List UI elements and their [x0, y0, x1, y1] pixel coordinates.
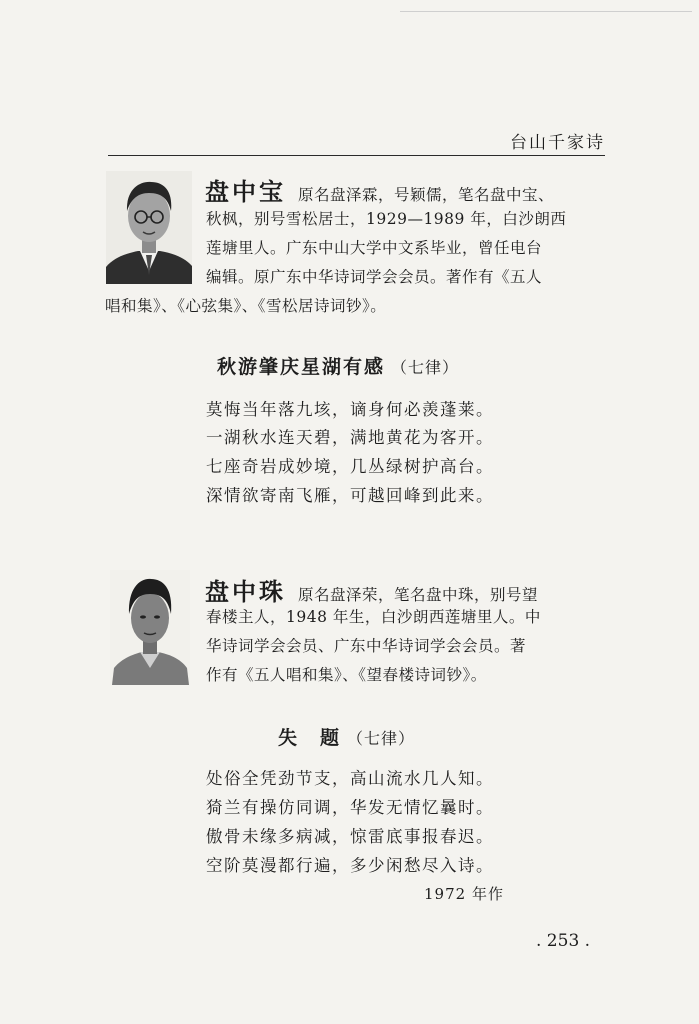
poem-2-line-2: 猗兰有操仿同调，华发无情忆曩时。 — [206, 798, 494, 817]
poem-1-line-1: 莫悔当年落九垓，谪身何必羡蓬莱。 — [206, 400, 494, 419]
poem-1-line-2: 一湖秋水连天碧，满地黄花为客开。 — [206, 428, 494, 447]
poem-1-title: 秋游肇庆星湖有感 — [217, 356, 386, 378]
poem-1-line-4: 深情欲寄南飞雁，可越回峰到此来。 — [206, 486, 494, 505]
poem-1-title-line — [217, 352, 459, 379]
poet-2-bio-text: 原名盘泽荣，笔名盘中珠，别号望 — [298, 586, 539, 604]
poet-2-bio-line-1 — [205, 572, 538, 607]
header-rule — [108, 155, 605, 156]
poet-1-bio-line-5: 唱和集》、《心弦集》、《雪松居诗词钞》。 — [105, 297, 387, 315]
poet-1-bio-line-4: 编辑。原广东中华诗词学会会员。著作有《五人 — [206, 268, 543, 286]
poem-2-line-1: 处俗全凭劲节支，高山流水几人知。 — [206, 769, 494, 788]
poet-2-portrait — [110, 570, 190, 685]
poem-2-line-3: 傲骨未缘多病减，惊雷底事报春迟。 — [206, 827, 494, 846]
poet-2-bio-line-3: 华诗词学会会员、广东中华诗词学会会员。著 — [206, 637, 527, 655]
poet-2-name: 盘中珠 — [205, 578, 286, 606]
poet-2-bio-line-2: 春楼主人，1948 年生，白沙朗西莲塘里人。中 — [206, 608, 541, 626]
poet-1-portrait — [106, 171, 192, 284]
poem-1-line-3: 七座奇岩成妙境，几丛绿树护高台。 — [206, 457, 494, 476]
poet-2-bio-line-4: 作有《五人唱和集》、《望春楼诗词钞》。 — [206, 666, 487, 684]
poem-2-title: 失 题 — [278, 727, 342, 749]
top-faint-rule — [400, 11, 692, 12]
poet-1-bio-line-3: 莲塘里人。广东中山大学中文系毕业，曾任电台 — [206, 239, 543, 257]
poem-2-form: （七律） — [347, 729, 416, 748]
poem-2-line-4: 空阶莫漫都行遍，多少闲愁尽入诗。 — [206, 856, 494, 875]
poem-1-form: （七律） — [391, 358, 460, 377]
poet-1-name: 盘中宝 — [205, 178, 286, 206]
running-header-title: 台山千家诗 — [510, 133, 605, 153]
poet-1-bio-line-1 — [205, 172, 554, 207]
poet-1-bio-text: 原名盘泽霖，号颖儒，笔名盘中宝、 — [298, 186, 555, 204]
poem-2-title-line — [278, 723, 415, 750]
poet-1-bio-line-2: 秋枫，别号雪松居士，1929—1989 年，白沙朗西 — [206, 210, 567, 228]
page-number: . 253 . — [536, 931, 591, 951]
poem-2-date-note: 1972 年作 — [424, 885, 504, 903]
